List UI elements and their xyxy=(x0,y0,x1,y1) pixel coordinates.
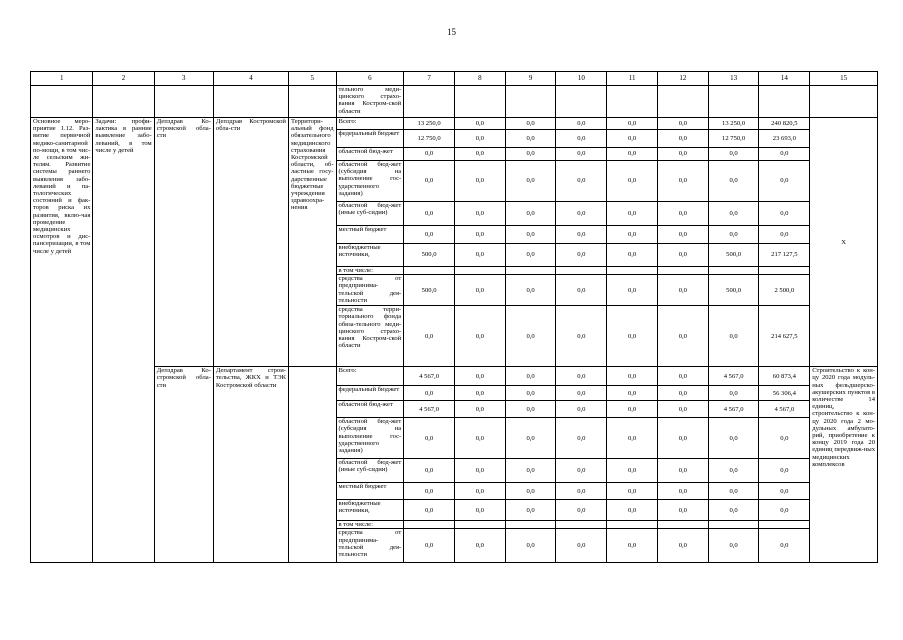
amount-cell: 2 500,0 xyxy=(759,275,810,306)
amount-cell: 0,0 xyxy=(607,130,658,148)
amount-cell: 0,0 xyxy=(607,226,658,244)
amount-cell: 0,0 xyxy=(454,401,505,418)
funding-source-label: средства от предпринима-тельской дея-тельности xyxy=(336,275,404,306)
amount-cell: 0,0 xyxy=(404,386,455,401)
column-number-6: 6 xyxy=(336,72,404,86)
amount-cell: 500,0 xyxy=(404,244,455,267)
funding-source-label: федеральный бюджет xyxy=(336,386,404,401)
amount-cell xyxy=(454,267,505,275)
amount-cell: 13 250,0 xyxy=(708,118,759,130)
column-number-5: 5 xyxy=(288,72,336,86)
amount-cell: 0,0 xyxy=(505,500,556,521)
amount-cell: 0,0 xyxy=(556,275,607,306)
amount-cell xyxy=(505,267,556,275)
amount-cell: 0,0 xyxy=(607,418,658,459)
amount-cell: 500,0 xyxy=(404,275,455,306)
amount-cell: 0,0 xyxy=(759,500,810,521)
amount-cell: 0,0 xyxy=(505,459,556,483)
amount-cell: 0,0 xyxy=(708,226,759,244)
amount-cell: 0,0 xyxy=(556,367,607,386)
amount-cell: 0,0 xyxy=(556,161,607,202)
amount-cell: 56 306,4 xyxy=(759,386,810,401)
amount-cell: 0,0 xyxy=(657,483,708,500)
amount-cell: 500,0 xyxy=(708,244,759,267)
amount-cell: 0,0 xyxy=(404,483,455,500)
amount-cell: 0,0 xyxy=(607,202,658,226)
amount-cell: 0,0 xyxy=(708,161,759,202)
amount-cell: 0,0 xyxy=(454,202,505,226)
amount-cell: 0,0 xyxy=(657,161,708,202)
amount-cell: 0,0 xyxy=(454,244,505,267)
amount-cell: 0,0 xyxy=(607,386,658,401)
amount-cell: 0,0 xyxy=(556,529,607,563)
cell-empty xyxy=(31,86,93,118)
amount-cell: 0,0 xyxy=(759,529,810,563)
amount-cell: 0,0 xyxy=(607,275,658,306)
funding-source-label: областной бюд-жет (субсидия на выполнение гос-ударственного задания) xyxy=(336,418,404,459)
column-number-15: 15 xyxy=(810,72,878,86)
amount-cell: 0,0 xyxy=(657,148,708,161)
amount-cell: 0,0 xyxy=(556,244,607,267)
amount-cell: 0,0 xyxy=(607,483,658,500)
amount-cell: 0,0 xyxy=(404,529,455,563)
amount-cell xyxy=(657,267,708,275)
participants: Территори-альный фонд обязательного медицинского страхования Костромской области, об-ластные госу-дарственные бюджетные учреждения здравоохра-нения xyxy=(288,118,336,367)
amount-cell: 0,0 xyxy=(505,226,556,244)
cell-empty xyxy=(154,86,213,118)
amount-cell: 4 567,0 xyxy=(759,401,810,418)
amount-cell xyxy=(556,521,607,529)
amount-cell: 4 567,0 xyxy=(404,367,455,386)
amount-cell xyxy=(404,267,455,275)
amount-cell: 0,0 xyxy=(454,459,505,483)
task-description-continued xyxy=(93,367,154,563)
amount-cell: 0,0 xyxy=(607,118,658,130)
amount-cell: 0,0 xyxy=(454,418,505,459)
funding-source-label: федеральный бюджет xyxy=(336,130,404,148)
column-number-10: 10 xyxy=(556,72,607,86)
amount-cell: 0,0 xyxy=(657,529,708,563)
amount-cell: 0,0 xyxy=(556,118,607,130)
amount-cell: 0,0 xyxy=(556,202,607,226)
responsible-executor: Депздрав Ко-стромской обла-сти xyxy=(154,118,213,367)
page-number: 15 xyxy=(447,27,456,37)
amount-cell: 0,0 xyxy=(505,418,556,459)
amount-cell: 0,0 xyxy=(454,148,505,161)
result-note: X xyxy=(810,118,878,367)
amount-cell: 0,0 xyxy=(708,459,759,483)
amount-cell: 0,0 xyxy=(505,202,556,226)
amount-cell: 0,0 xyxy=(454,529,505,563)
amount-cell: 214 627,5 xyxy=(759,306,810,367)
amount-cell: 0,0 xyxy=(454,500,505,521)
amount-cell: 0,0 xyxy=(708,483,759,500)
amount-cell: 0,0 xyxy=(454,275,505,306)
funding-source-label: средства от предпринима-тельской дея-тельности xyxy=(336,529,404,563)
cell-empty xyxy=(556,86,607,118)
amount-cell: 0,0 xyxy=(708,306,759,367)
cell-empty xyxy=(657,86,708,118)
amount-cell: 0,0 xyxy=(759,226,810,244)
amount-cell: 0,0 xyxy=(505,244,556,267)
amount-cell: 0,0 xyxy=(607,161,658,202)
column-number-2: 2 xyxy=(93,72,154,86)
amount-cell: 0,0 xyxy=(454,118,505,130)
amount-cell: 0,0 xyxy=(505,118,556,130)
amount-cell: 0,0 xyxy=(556,500,607,521)
amount-cell: 0,0 xyxy=(759,459,810,483)
funding-source-label: областной бюд-жет xyxy=(336,401,404,418)
amount-cell: 0,0 xyxy=(505,386,556,401)
amount-cell: 0,0 xyxy=(556,306,607,367)
amount-cell xyxy=(505,521,556,529)
column-number-3: 3 xyxy=(154,72,213,86)
amount-cell: 0,0 xyxy=(454,130,505,148)
table-body xyxy=(31,72,878,563)
amount-cell: 0,0 xyxy=(657,500,708,521)
column-number-12: 12 xyxy=(657,72,708,86)
amount-cell: 4 567,0 xyxy=(404,401,455,418)
amount-cell: 0,0 xyxy=(404,306,455,367)
amount-cell: 0,0 xyxy=(657,202,708,226)
amount-cell xyxy=(708,521,759,529)
amount-cell: 0,0 xyxy=(657,401,708,418)
cell-empty xyxy=(213,86,288,118)
cell-empty xyxy=(404,86,455,118)
amount-cell: 0,0 xyxy=(505,306,556,367)
amount-cell: 0,0 xyxy=(505,148,556,161)
amount-cell: 13 250,0 xyxy=(404,118,455,130)
amount-cell: 0,0 xyxy=(404,148,455,161)
amount-cell: 0,0 xyxy=(708,148,759,161)
amount-cell: 0,0 xyxy=(404,202,455,226)
amount-cell: 0,0 xyxy=(454,306,505,367)
amount-cell: 0,0 xyxy=(759,418,810,459)
amount-cell: 0,0 xyxy=(556,418,607,459)
amount-cell: 0,0 xyxy=(556,386,607,401)
amount-cell: 0,0 xyxy=(556,401,607,418)
amount-cell: 60 873,4 xyxy=(759,367,810,386)
column-number-9: 9 xyxy=(505,72,556,86)
amount-cell: 0,0 xyxy=(505,483,556,500)
amount-cell: 0,0 xyxy=(404,226,455,244)
amount-cell: 0,0 xyxy=(607,401,658,418)
amount-cell: 0,0 xyxy=(657,130,708,148)
funding-source-label: внебюджетные источники, xyxy=(336,500,404,521)
amount-cell: 0,0 xyxy=(454,483,505,500)
funding-source-label: в том числе: xyxy=(336,267,404,275)
amount-cell xyxy=(454,521,505,529)
funding-source-label: средства терри-ториального фонда обяза-тельного меди-цинского страхо-вания Костром-ской области xyxy=(336,306,404,367)
amount-cell: 217 127,5 xyxy=(759,244,810,267)
funding-source-label: местный бюджет xyxy=(336,483,404,500)
amount-cell: 12 750,0 xyxy=(404,130,455,148)
amount-cell: 0,0 xyxy=(454,161,505,202)
funding-source-label: внебюджетные источники, xyxy=(336,244,404,267)
amount-cell: 0,0 xyxy=(454,386,505,401)
amount-cell: 0,0 xyxy=(657,275,708,306)
amount-cell: 0,0 xyxy=(556,226,607,244)
amount-cell: 0,0 xyxy=(708,529,759,563)
amount-cell: 4 567,0 xyxy=(708,367,759,386)
amount-cell: 0,0 xyxy=(607,367,658,386)
amount-cell: 0,0 xyxy=(657,367,708,386)
table-row xyxy=(31,118,878,130)
co-executor: Департамент строи-тельства, ЖКХ и ТЭК Костромской области xyxy=(213,367,288,563)
amount-cell: 0,0 xyxy=(505,161,556,202)
amount-cell: 0,0 xyxy=(505,401,556,418)
activity-name-continued xyxy=(31,367,93,563)
cell-empty xyxy=(288,86,336,118)
amount-cell: 0,0 xyxy=(404,418,455,459)
amount-cell: 240 820,5 xyxy=(759,118,810,130)
amount-cell: 0,0 xyxy=(556,483,607,500)
cell-empty xyxy=(93,86,154,118)
cell-empty xyxy=(810,86,878,118)
amount-cell xyxy=(607,267,658,275)
amount-cell xyxy=(607,521,658,529)
cell-empty xyxy=(607,86,658,118)
amount-cell: 0,0 xyxy=(505,130,556,148)
amount-cell: 0,0 xyxy=(607,459,658,483)
funding-source-label: местный бюджет xyxy=(336,226,404,244)
amount-cell: 0,0 xyxy=(759,161,810,202)
column-number-11: 11 xyxy=(607,72,658,86)
column-number-14: 14 xyxy=(759,72,810,86)
amount-cell: 0,0 xyxy=(607,244,658,267)
amount-cell: 0,0 xyxy=(454,226,505,244)
amount-cell: 12 750,0 xyxy=(708,130,759,148)
amount-cell: 0,0 xyxy=(708,500,759,521)
amount-cell xyxy=(404,521,455,529)
amount-cell: 0,0 xyxy=(454,367,505,386)
funding-source-label: Всего: xyxy=(336,367,404,386)
funding-source-label: в том числе: xyxy=(336,521,404,529)
amount-cell: 0,0 xyxy=(607,500,658,521)
table-row xyxy=(31,367,878,386)
amount-cell: 0,0 xyxy=(759,148,810,161)
amount-cell: 500,0 xyxy=(708,275,759,306)
funding-source-label: областной бюд-жет (субсидия на выполнение гос-ударственного задания) xyxy=(336,161,404,202)
amount-cell: 0,0 xyxy=(657,418,708,459)
task-description: Задачи: профи-лактика в ранние выявление забо-леваний, в том числе у детей xyxy=(93,118,154,367)
amount-cell: 0,0 xyxy=(708,202,759,226)
amount-cell: 0,0 xyxy=(657,244,708,267)
amount-cell: 0,0 xyxy=(657,459,708,483)
participants-empty xyxy=(288,367,336,563)
amount-cell: 0,0 xyxy=(657,226,708,244)
amount-cell: 23 693,0 xyxy=(759,130,810,148)
amount-cell: 0,0 xyxy=(404,459,455,483)
column-number-1: 1 xyxy=(31,72,93,86)
amount-cell: 0,0 xyxy=(759,202,810,226)
result-note: Строительство к кон-цу 2020 года модуль-ных фельдшерско-акушерских пунктов в количестве 14 единиц, строительство к кон-цу 2020 года 2 мо-дульных амбулато-рий, приобретение к концу 2019 года 20 единиц передвиж-ных медицинских комплексов xyxy=(810,367,878,563)
cell-empty xyxy=(454,86,505,118)
amount-cell: 0,0 xyxy=(556,148,607,161)
amount-cell: 0,0 xyxy=(505,275,556,306)
amount-cell: 0,0 xyxy=(404,500,455,521)
amount-cell xyxy=(556,267,607,275)
cell-empty xyxy=(759,86,810,118)
amount-cell: 0,0 xyxy=(708,418,759,459)
amount-cell: 0,0 xyxy=(607,148,658,161)
amount-cell: 0,0 xyxy=(556,130,607,148)
funding-source-label: Всего: xyxy=(336,118,404,130)
amount-cell: 0,0 xyxy=(505,529,556,563)
amount-cell: 0,0 xyxy=(607,306,658,367)
amount-cell xyxy=(708,267,759,275)
amount-cell: 0,0 xyxy=(404,161,455,202)
cell-empty xyxy=(708,86,759,118)
responsible-executor: Депздрав Ко-стромской обла-сти xyxy=(154,367,213,563)
amount-cell: 0,0 xyxy=(607,529,658,563)
co-executor: Депздрав Костромской обла-сти xyxy=(213,118,288,367)
column-number-7: 7 xyxy=(404,72,455,86)
amount-cell: 0,0 xyxy=(657,118,708,130)
amount-cell: 0,0 xyxy=(657,306,708,367)
column-number-8: 8 xyxy=(454,72,505,86)
funding-source-label: областной бюд-жет xyxy=(336,148,404,161)
amount-cell: 0,0 xyxy=(505,367,556,386)
column-number-4: 4 xyxy=(213,72,288,86)
amount-cell: 4 567,0 xyxy=(708,401,759,418)
amount-cell: 0,0 xyxy=(556,459,607,483)
amount-cell xyxy=(759,521,810,529)
amount-cell xyxy=(657,521,708,529)
amount-cell: 0,0 xyxy=(759,483,810,500)
amount-cell: 0,0 xyxy=(708,386,759,401)
funding-source-label: областной бюд-жет (иные суб-сидии) xyxy=(336,459,404,483)
amount-cell xyxy=(759,267,810,275)
continuation-row xyxy=(31,86,878,118)
cell-empty xyxy=(505,86,556,118)
funding-source-label: областной бюд-жет (иные суб-сидии) xyxy=(336,202,404,226)
column-number-row xyxy=(31,72,878,86)
amount-cell: 0,0 xyxy=(657,386,708,401)
budget-table xyxy=(30,71,878,563)
column-number-13: 13 xyxy=(708,72,759,86)
funding-source-continuation: тельного меди-цинского страхо-вания Костром-ской области xyxy=(336,86,404,118)
activity-name: Основное меро-приятие 1.12. Раз-витие первичной медико-санитарной по-мощи, в том чис-ле сельским жи-телям. Развитие системы раннего выявления забо-леваний и па-тологических состояний и фак-торов риска их развития, вклю-чая проведение медицинских осмотров и дис-пансеризации, в том числе у детей xyxy=(31,118,93,367)
